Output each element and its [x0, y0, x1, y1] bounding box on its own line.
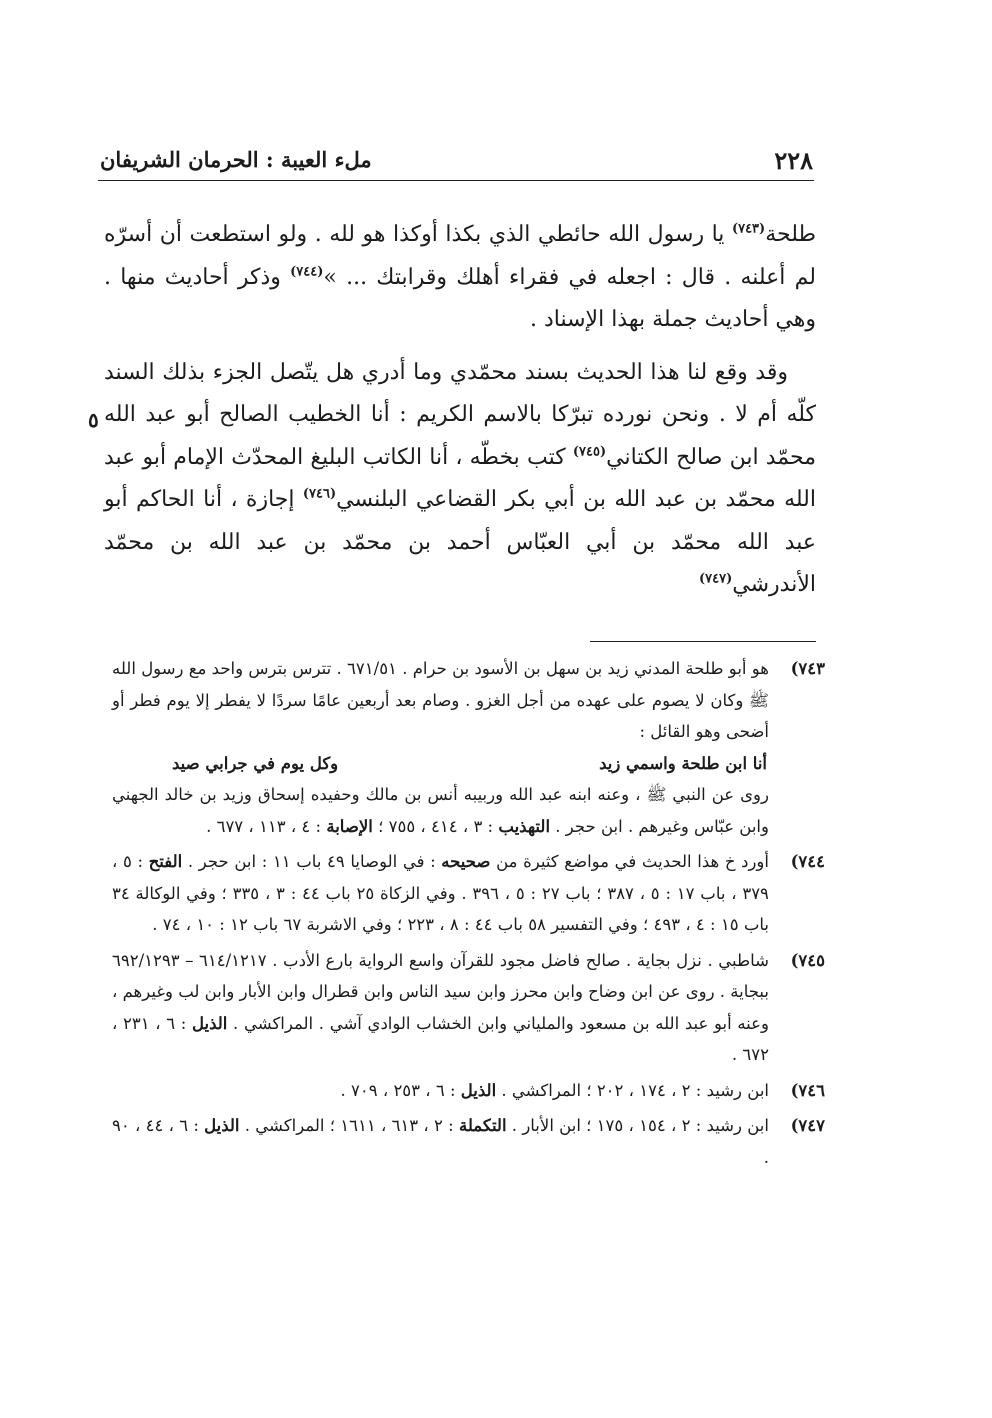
- footnotes: [112, 653, 825, 1177]
- footnote: ٧٤٤) أورد خ هذا الحديث في مواضع كثيرة من صحيحه : في الوصايا ٤٩ باب ١١ : ابن حجر . الفتح : ٥ ، ٣٧٩ ، باب ١٧ : ٥ ، ٣٨٧ ؛ باب ٢٧ : ٥ ، ٣٩٦ . وفي الزكاة ٢٥ باب ٤٤ : ٣ ، ٣٣٥ ؛ وفي الوكالة ٣٤ باب ١٥ : ٤ ، ٤٩٣ ؛ وفي التفسير ٥٨ باب ٤٤ : ٨ ، ٢٢٣ ؛ وفي الاشربة ٦٧ باب ١٢ : ١٠ ، ٧٤ .: [112, 846, 825, 941]
- footnote-ref: (٧٤٤): [290, 264, 324, 280]
- line-number: ٥: [88, 408, 99, 432]
- footnote: ٧٤٥) شاطبي . نزل بجاية . صالح فاضل مجود للقرآن واسع الرواية بارع الأدب . ٦١٤/١٢١٧ – ٦٩٢/١٢٩٣ ببجاية . روى عن ابن وضاح وابن محرز وابن سيد الناس وابن قطرال وابن الأبار وابن لب وغيرهم ، وعنه أبو عبد الله بن مسعود والملياني وابن الخشاب الوادي آشي . المراكشي . الذيل : ٦ ، ٢٣١ ، ٦٧٢ .: [112, 945, 825, 1071]
- page-number: ٢٢٨: [774, 146, 813, 175]
- footnote-number: ٧٤٥): [790, 950, 825, 970]
- footnote: ٧٤٣) هو أبو طلحة المدني زيد بن سهل بن الأسود بن حرام . ٦٧١/٥١ . تترس بترس واحد مع رسول الله ﷺ وكان لا يصوم على عهده من أجل الغزو . وصام بعد أربعين عامًا سردًا لا يفطر إلا يوم فطر أو أضحى وهو القائل : أنا ابن طلحة واسمي زيد وكل يوم في جرابي صيد روى عن النبي ﷺ ، وعنه ابنه عبد الله وربيبه أنس بن مالك وحفيده إسحاق وزيد بن خالد الجهني وابن عبّاس وغيرهم . ابن حجر . التهذيب : ٣ ، ٤١٤ ، ٧٥٥ ؛ الإصابة : ٤ ، ١١٣ ، ٦٧٧ .: [112, 653, 825, 842]
- footnote-ref: (٧٤٧): [699, 571, 733, 587]
- paragraph: وقد وقع لنا هذا الحديث بسند محمّدي وما أدري هل يتّصل الجزء بذلك السند كلّه أم لا . ونحن نورده تبرّكا بالاسم الكريم : أنا الخطيب الصالح أبو عبد الله محمّد ابن صالح الكتاني$^{(٧٤٥)}$ كتب بخطّه ، أنا الكاتب البليغ المحدّث الإمام أبو عبد الله محمّد بن عبد الله بن أبي بكر القضاعي البلنسي$^{(٧٤٦)}$ إجازة ، أنا الحاكم أبو عبد الله محمّد بن أبي العبّاس أحمد بن محمّد بن عبد الله بن محمّد الأندرشي$^{(٧٤٧)}$: [104, 359, 816, 597]
- footnote-number: ٧٤٣): [790, 659, 825, 678]
- footnote-ref: (٧٤٣): [731, 221, 766, 237]
- poem-verse: أنا ابن طلحة واسمي زيد وكل يوم في جرابي صيد: [172, 753, 767, 773]
- main-text: [104, 214, 816, 607]
- footnote-number: ٧٤٧): [790, 1116, 825, 1135]
- footnote-number: ٧٤٤): [790, 852, 825, 871]
- footnote: ٧٤٦) ابن رشيد : ٢ ، ١٧٤ ، ٢٠٢ ؛ المراكشي . الذيل : ٦ ، ٢٥٣ ، ٧٠٩ .: [112, 1075, 825, 1107]
- running-title: ملء العيبة : الحرمان الشريفان: [100, 147, 372, 172]
- paragraph: طلحة$^{(٧٤٣)}$ يا رسول الله حائطي الذي بكذا أوكذا هو لله . ولو استطعت أن أسرّه لم أعلنه . قال : اجعله في فقراء أهلك وقرابتك ... »$^{(٧٤٤)}$ وذكر أحاديث منها . وهي أحاديث جملة بهذا الإسناد .: [104, 221, 816, 332]
- header-rule: [98, 180, 814, 181]
- footnote-number: ٧٤٦): [790, 1080, 825, 1100]
- footnote-ref: (٧٤٦): [302, 486, 337, 502]
- page-header: [100, 138, 813, 180]
- footnote-rule: [590, 641, 816, 642]
- footnote-ref: (٧٤٥): [572, 444, 607, 460]
- footnote: ٧٤٧) ابن رشيد : ٢ ، ١٥٤ ، ١٧٥ ؛ ابن الأبار . التكملة : ٢ ، ٦١٣ ، ١٦١١ ؛ المراكشي . الذيل : ٦ ، ٤٤ ، ٩٠ .: [112, 1110, 825, 1173]
